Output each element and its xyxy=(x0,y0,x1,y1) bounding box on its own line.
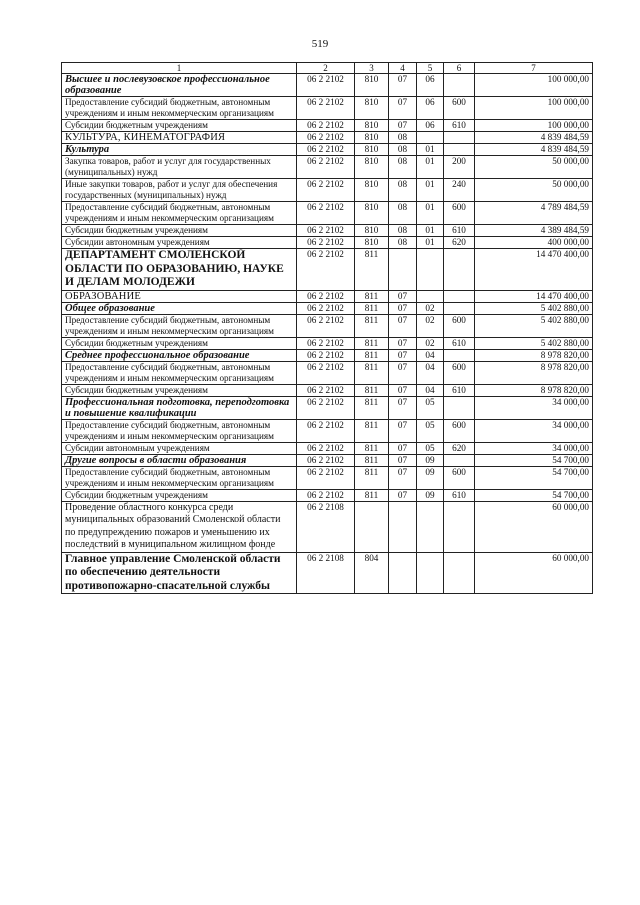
row-name xyxy=(62,501,297,552)
row-name xyxy=(62,419,297,442)
row-department-code: 810 xyxy=(355,132,389,144)
row-target-code: 06 2 2102 xyxy=(297,156,355,179)
row-subsection-code: 09 xyxy=(417,466,444,489)
row-target-code: 06 2 2102 xyxy=(297,349,355,361)
row-department-code xyxy=(355,501,389,552)
table-row xyxy=(62,442,593,454)
row-subsection-code xyxy=(417,552,444,594)
header-cell: 4 xyxy=(389,63,417,74)
row-expense-type xyxy=(444,249,475,291)
row-target-code: 06 2 2102 xyxy=(297,384,355,396)
table-row xyxy=(62,97,593,120)
table-row xyxy=(62,290,593,302)
row-section-code: 08 xyxy=(389,144,417,156)
row-subsection-code: 01 xyxy=(417,237,444,249)
row-department-code: 811 xyxy=(355,349,389,361)
row-amount: 100 000,00 xyxy=(475,74,593,97)
budget-table xyxy=(61,62,593,594)
table-row xyxy=(62,237,593,249)
row-department-code: 811 xyxy=(355,442,389,454)
row-department-code: 810 xyxy=(355,144,389,156)
row-name-text: ДЕПАРТАМЕНТ СМОЛЕНСКОЙ ОБЛАСТИ ПО ОБРАЗОВАНИЮ, НАУКЕ И ДЕЛАМ МОЛОДЕЖИ xyxy=(65,249,284,288)
row-subsection-code: 04 xyxy=(417,384,444,396)
table-row xyxy=(62,396,593,419)
row-target-code: 06 2 2102 xyxy=(297,97,355,120)
row-department-code: 811 xyxy=(355,249,389,291)
row-amount: 5 402 880,00 xyxy=(475,314,593,337)
row-subsection-code xyxy=(417,249,444,291)
row-target-code: 06 2 2102 xyxy=(297,132,355,144)
row-target-code: 06 2 2102 xyxy=(297,361,355,384)
row-name xyxy=(62,156,297,179)
row-subsection-code: 01 xyxy=(417,202,444,225)
row-department-code: 811 xyxy=(355,419,389,442)
row-expense-type: 600 xyxy=(444,466,475,489)
row-target-code: 06 2 2102 xyxy=(297,442,355,454)
table-row xyxy=(62,302,593,314)
row-name xyxy=(62,442,297,454)
row-section-code: 07 xyxy=(389,419,417,442)
row-amount: 14 470 400,00 xyxy=(475,290,593,302)
row-amount: 60 000,00 xyxy=(475,501,593,552)
row-expense-type: 600 xyxy=(444,97,475,120)
row-amount: 4 389 484,59 xyxy=(475,225,593,237)
row-department-code: 811 xyxy=(355,337,389,349)
row-subsection-code: 06 xyxy=(417,97,444,120)
row-expense-type: 600 xyxy=(444,361,475,384)
row-name-text: Иные закупки товаров, работ и услуг для обеспечения государственных (муниципальных) нужд xyxy=(65,179,278,200)
row-name-text: Высшее и послевузовское профессиональное образование xyxy=(65,74,270,96)
row-expense-type xyxy=(444,454,475,466)
row-amount: 50 000,00 xyxy=(475,156,593,179)
row-subsection-code: 01 xyxy=(417,156,444,179)
row-amount: 100 000,00 xyxy=(475,120,593,132)
row-name-text: Предоставление субсидий бюджетным, автономным учреждениям и иным некоммерческим организациям xyxy=(65,361,274,383)
row-name-text: КУЛЬТУРА, КИНЕМАТОГРАФИЯ xyxy=(65,132,226,143)
row-expense-type xyxy=(444,349,475,361)
row-section-code: 07 xyxy=(389,466,417,489)
row-name-text: Проведение областного конкурса среди муниципальных образований Смоленской области по предупреждению пожаров и уменьшению их последствий в муниципальном жилищном фонде xyxy=(65,501,281,550)
table-row xyxy=(62,454,593,466)
row-subsection-code xyxy=(417,290,444,302)
row-section-code: 08 xyxy=(389,225,417,237)
row-expense-type: 610 xyxy=(444,225,475,237)
row-target-code: 06 2 2108 xyxy=(297,552,355,594)
row-name xyxy=(62,202,297,225)
row-expense-type: 610 xyxy=(444,489,475,501)
row-name-text: Общее образование xyxy=(65,302,155,314)
row-department-code: 810 xyxy=(355,179,389,202)
row-name xyxy=(62,302,297,314)
row-target-code: 06 2 2102 xyxy=(297,237,355,249)
row-subsection-code: 01 xyxy=(417,179,444,202)
row-amount: 100 000,00 xyxy=(475,97,593,120)
row-department-code: 810 xyxy=(355,74,389,97)
row-section-code: 07 xyxy=(389,396,417,419)
row-target-code: 06 2 2102 xyxy=(297,120,355,132)
row-target-code: 06 2 2102 xyxy=(297,290,355,302)
row-subsection-code: 05 xyxy=(417,396,444,419)
row-expense-type: 600 xyxy=(444,314,475,337)
table-row xyxy=(62,120,593,132)
row-name xyxy=(62,290,297,302)
row-subsection-code xyxy=(417,501,444,552)
row-subsection-code: 04 xyxy=(417,349,444,361)
table-row xyxy=(62,132,593,144)
row-subsection-code xyxy=(417,132,444,144)
row-expense-type: 200 xyxy=(444,156,475,179)
row-target-code: 06 2 2102 xyxy=(297,74,355,97)
row-name xyxy=(62,454,297,466)
row-name xyxy=(62,97,297,120)
row-section-code: 07 xyxy=(389,442,417,454)
row-target-code: 06 2 2102 xyxy=(297,202,355,225)
row-name-text: Предоставление субсидий бюджетным, автономным учреждениям и иным некоммерческим организациям xyxy=(65,466,274,488)
row-name-text: Главное управление Смоленской области по обеспечению деятельности противопожарно-спасательной службы xyxy=(65,552,281,592)
row-name-text: ОБРАЗОВАНИЕ xyxy=(65,290,141,302)
table-row xyxy=(62,337,593,349)
table-row xyxy=(62,74,593,97)
row-target-code: 06 2 2102 xyxy=(297,466,355,489)
row-section-code: 07 xyxy=(389,120,417,132)
row-section-code: 08 xyxy=(389,132,417,144)
row-section-code: 07 xyxy=(389,337,417,349)
row-section-code: 07 xyxy=(389,290,417,302)
row-department-code: 811 xyxy=(355,396,389,419)
row-subsection-code: 05 xyxy=(417,442,444,454)
row-name xyxy=(62,179,297,202)
row-expense-type xyxy=(444,132,475,144)
row-name xyxy=(62,237,297,249)
row-name xyxy=(62,120,297,132)
row-amount: 34 000,00 xyxy=(475,419,593,442)
row-name-text: Субсидии бюджетным учреждениям xyxy=(65,489,208,500)
row-section-code: 07 xyxy=(389,74,417,97)
row-name-text: Субсидии бюджетным учреждениям xyxy=(65,337,208,348)
row-expense-type xyxy=(444,144,475,156)
row-target-code: 06 2 2108 xyxy=(297,501,355,552)
header-cell: 5 xyxy=(417,63,444,74)
row-name xyxy=(62,552,297,594)
row-section-code: 07 xyxy=(389,384,417,396)
row-target-code: 06 2 2102 xyxy=(297,225,355,237)
table-row xyxy=(62,466,593,489)
row-target-code: 06 2 2102 xyxy=(297,179,355,202)
row-name xyxy=(62,249,297,291)
table-row xyxy=(62,179,593,202)
row-expense-type: 610 xyxy=(444,384,475,396)
row-subsection-code: 01 xyxy=(417,225,444,237)
row-name-text: Среднее профессиональное образование xyxy=(65,349,250,361)
row-subsection-code: 02 xyxy=(417,314,444,337)
row-department-code: 811 xyxy=(355,290,389,302)
row-name-text: Предоставление субсидий бюджетным, автономным учреждениям и иным некоммерческим организациям xyxy=(65,419,274,441)
row-name xyxy=(62,132,297,144)
row-section-code: 08 xyxy=(389,179,417,202)
row-amount: 8 978 820,00 xyxy=(475,384,593,396)
row-name-text: Профессиональная подготовка, переподготовка и повышение квалификации xyxy=(65,396,290,419)
table-row xyxy=(62,384,593,396)
row-department-code: 811 xyxy=(355,314,389,337)
row-expense-type: 600 xyxy=(444,419,475,442)
header-cell: 3 xyxy=(355,63,389,74)
row-expense-type xyxy=(444,290,475,302)
row-department-code: 811 xyxy=(355,466,389,489)
row-subsection-code: 05 xyxy=(417,419,444,442)
row-amount: 50 000,00 xyxy=(475,179,593,202)
row-department-code: 810 xyxy=(355,156,389,179)
row-amount: 8 978 820,00 xyxy=(475,349,593,361)
row-amount: 8 978 820,00 xyxy=(475,361,593,384)
row-name-text: Субсидии бюджетным учреждениям xyxy=(65,225,208,235)
row-name xyxy=(62,314,297,337)
row-amount: 4 839 484,59 xyxy=(475,144,593,156)
header-cell: 7 xyxy=(475,63,593,74)
table-row xyxy=(62,501,593,552)
table-row xyxy=(62,349,593,361)
row-section-code: 07 xyxy=(389,489,417,501)
row-section-code: 07 xyxy=(389,361,417,384)
row-name xyxy=(62,337,297,349)
row-expense-type: 240 xyxy=(444,179,475,202)
row-department-code: 810 xyxy=(355,202,389,225)
table-row xyxy=(62,419,593,442)
row-target-code: 06 2 2102 xyxy=(297,249,355,291)
row-section-code: 07 xyxy=(389,349,417,361)
row-name-text: Закупка товаров, работ и услуг для государственных (муниципальных) нужд xyxy=(65,156,271,177)
row-name-text: Другие вопросы в области образования xyxy=(65,454,247,466)
row-name-text: Субсидии бюджетным учреждениям xyxy=(65,120,208,130)
row-name-text: Культура xyxy=(65,144,110,155)
row-department-code: 804 xyxy=(355,552,389,594)
row-expense-type: 620 xyxy=(444,237,475,249)
row-section-code: 07 xyxy=(389,97,417,120)
table-row xyxy=(62,202,593,225)
table-row xyxy=(62,144,593,156)
row-amount: 400 000,00 xyxy=(475,237,593,249)
row-name xyxy=(62,144,297,156)
row-department-code: 811 xyxy=(355,384,389,396)
row-department-code: 811 xyxy=(355,454,389,466)
row-amount: 54 700,00 xyxy=(475,454,593,466)
row-name xyxy=(62,225,297,237)
row-target-code: 06 2 2102 xyxy=(297,302,355,314)
row-expense-type: 620 xyxy=(444,442,475,454)
row-expense-type xyxy=(444,396,475,419)
row-section-code: 07 xyxy=(389,314,417,337)
row-name-text: Предоставление субсидий бюджетным, автономным учреждениям и иным некоммерческим организациям xyxy=(65,202,274,223)
row-section-code xyxy=(389,552,417,594)
row-target-code: 06 2 2102 xyxy=(297,144,355,156)
row-target-code: 06 2 2102 xyxy=(297,489,355,501)
table-header-row xyxy=(62,63,593,74)
row-expense-type xyxy=(444,74,475,97)
table-row xyxy=(62,249,593,291)
table-row xyxy=(62,552,593,594)
row-amount: 5 402 880,00 xyxy=(475,337,593,349)
row-section-code: 07 xyxy=(389,454,417,466)
row-target-code: 06 2 2102 xyxy=(297,419,355,442)
row-name xyxy=(62,466,297,489)
row-department-code: 810 xyxy=(355,120,389,132)
row-name xyxy=(62,489,297,501)
row-department-code: 811 xyxy=(355,489,389,501)
row-subsection-code: 02 xyxy=(417,337,444,349)
row-subsection-code: 06 xyxy=(417,74,444,97)
row-expense-type xyxy=(444,302,475,314)
row-name xyxy=(62,349,297,361)
row-amount: 34 000,00 xyxy=(475,396,593,419)
row-subsection-code: 01 xyxy=(417,144,444,156)
table-row xyxy=(62,489,593,501)
row-expense-type xyxy=(444,501,475,552)
row-target-code: 06 2 2102 xyxy=(297,314,355,337)
row-department-code: 810 xyxy=(355,237,389,249)
row-subsection-code: 06 xyxy=(417,120,444,132)
row-section-code xyxy=(389,501,417,552)
row-amount: 14 470 400,00 xyxy=(475,249,593,291)
row-department-code: 811 xyxy=(355,302,389,314)
row-target-code: 06 2 2102 xyxy=(297,454,355,466)
row-amount: 34 000,00 xyxy=(475,442,593,454)
table-row xyxy=(62,156,593,179)
row-name-text: Предоставление субсидий бюджетным, автономным учреждениям и иным некоммерческим организациям xyxy=(65,314,274,336)
row-subsection-code: 09 xyxy=(417,454,444,466)
row-amount: 54 700,00 xyxy=(475,489,593,501)
row-subsection-code: 04 xyxy=(417,361,444,384)
table-body xyxy=(62,63,593,594)
row-section-code xyxy=(389,249,417,291)
row-amount: 4 789 484,59 xyxy=(475,202,593,225)
row-amount: 54 700,00 xyxy=(475,466,593,489)
row-department-code: 810 xyxy=(355,97,389,120)
header-cell: 2 xyxy=(297,63,355,74)
row-expense-type: 600 xyxy=(444,202,475,225)
row-name xyxy=(62,396,297,419)
table-row xyxy=(62,225,593,237)
row-name xyxy=(62,74,297,97)
row-amount: 5 402 880,00 xyxy=(475,302,593,314)
row-department-code: 811 xyxy=(355,361,389,384)
table-row xyxy=(62,361,593,384)
table-row xyxy=(62,314,593,337)
row-expense-type: 610 xyxy=(444,120,475,132)
row-expense-type: 610 xyxy=(444,337,475,349)
row-section-code: 07 xyxy=(389,302,417,314)
row-name-text: Субсидии автономным учреждениям xyxy=(65,237,210,247)
header-cell: 1 xyxy=(62,63,297,74)
row-section-code: 08 xyxy=(389,202,417,225)
row-subsection-code: 02 xyxy=(417,302,444,314)
row-amount: 4 839 484,59 xyxy=(475,132,593,144)
row-name xyxy=(62,384,297,396)
row-target-code: 06 2 2102 xyxy=(297,337,355,349)
row-amount: 60 000,00 xyxy=(475,552,593,594)
row-subsection-code: 09 xyxy=(417,489,444,501)
row-expense-type xyxy=(444,552,475,594)
row-name-text: Субсидии автономным учреждениям xyxy=(65,442,210,453)
row-name-text: Субсидии бюджетным учреждениям xyxy=(65,384,208,395)
header-cell: 6 xyxy=(444,63,475,74)
page-number: 519 xyxy=(311,38,329,50)
row-target-code: 06 2 2102 xyxy=(297,396,355,419)
row-name-text: Предоставление субсидий бюджетным, автономным учреждениям и иным некоммерческим организациям xyxy=(65,97,274,118)
row-section-code: 08 xyxy=(389,156,417,179)
row-name xyxy=(62,361,297,384)
row-department-code: 810 xyxy=(355,225,389,237)
row-section-code: 08 xyxy=(389,237,417,249)
